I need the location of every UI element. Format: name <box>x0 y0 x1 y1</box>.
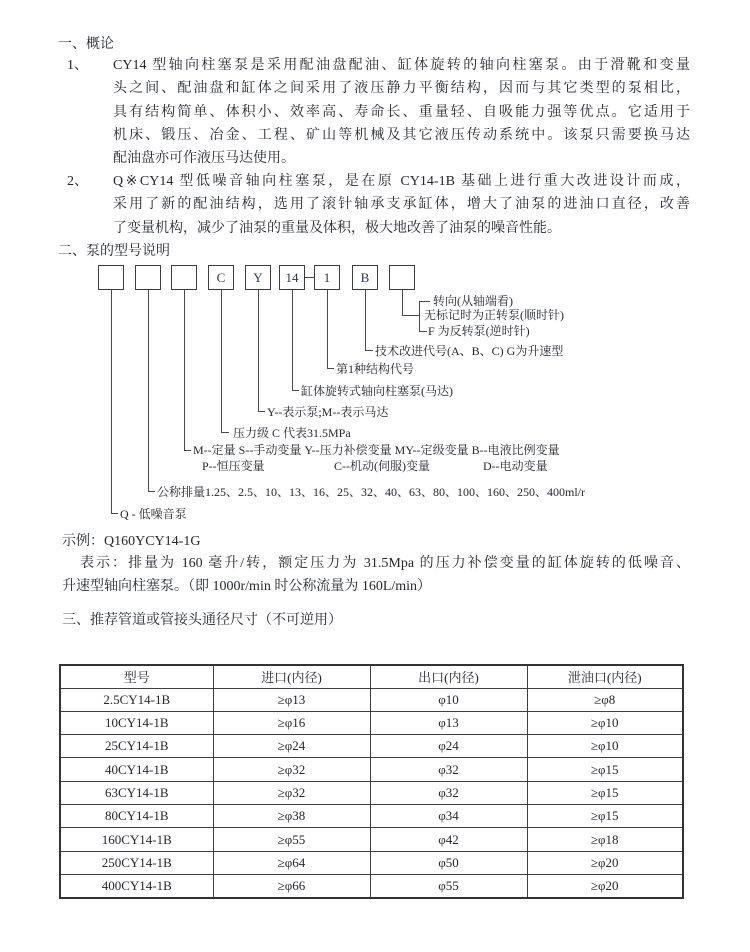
cell-inlet: ≥φ16 <box>213 711 370 734</box>
cell-outlet: φ55 <box>370 875 527 898</box>
table-row <box>60 875 683 898</box>
cell-model: 63CY14-1B <box>60 781 213 804</box>
cell-inlet: ≥φ55 <box>213 828 370 851</box>
paragraph-line: 具有结构简单、体积小、效率高、寿命长、重量轻、自吸能力强等优点。它适用于 <box>113 105 690 120</box>
model-code-box-Y: Y <box>245 265 271 290</box>
diagram-line <box>111 290 112 513</box>
label-displacement: 公称排量1.25、2.5、10、13、16、25、32、40、63、80、100、160、250、400ml/r <box>157 485 585 499</box>
cell-inlet: ≥φ24 <box>213 735 370 758</box>
diagram-line <box>184 290 185 450</box>
label-rotation-cw: 无标记时为正转泵(顺时针) <box>424 308 564 322</box>
cell-inlet: ≥φ32 <box>213 781 370 804</box>
model-code-box-1 <box>98 265 124 290</box>
model-code-box-9 <box>389 265 415 290</box>
diagram-dash <box>305 277 314 278</box>
cell-outlet: φ50 <box>370 851 527 874</box>
label-quiet-pump: Q - 低噪音泵 <box>120 507 187 521</box>
cell-model: 400CY14-1B <box>60 875 213 898</box>
cell-outlet: φ34 <box>370 805 527 828</box>
pipe-size-table <box>59 664 684 899</box>
header-inlet: 进口(内径) <box>213 665 370 688</box>
diagram-line <box>292 290 293 390</box>
cell-drain: ≥φ18 <box>527 828 683 851</box>
cell-drain: ≥φ15 <box>527 781 683 804</box>
table-row <box>60 688 683 711</box>
section3-heading: 三、推荐管道或管接头通径尺寸（不可逆用） <box>62 613 342 628</box>
table-row <box>60 781 683 804</box>
header-outlet: 出口(内径) <box>370 665 527 688</box>
diagram-line <box>365 350 373 351</box>
header-drain: 泄油口(内径) <box>527 665 683 688</box>
cell-outlet: φ13 <box>370 711 527 734</box>
diagram-line <box>184 450 191 451</box>
model-code-box-C: C <box>208 265 234 290</box>
paragraph-line: Q※CY14 型低噪音轴向柱塞泵，是在原 CY14-1B 基础上进行重大改进设计而成， <box>113 174 690 189</box>
example-title: 示例：Q160YCY14-1G <box>62 534 201 549</box>
section2-heading: 二、泵的型号说明 <box>58 244 170 259</box>
table-row <box>60 828 683 851</box>
diagram-line <box>221 290 222 432</box>
table-row <box>60 735 683 758</box>
model-code-box-14: 14 <box>279 265 305 290</box>
diagram-line <box>292 390 299 391</box>
paragraph-line: 配油盘亦可作液压马达使用。 <box>113 151 295 166</box>
model-code-box-B: B <box>352 265 378 290</box>
paragraph-line: 了变量机构，减少了油泵的重量及体积，极大地改善了油泵的噪音性能。 <box>113 221 561 236</box>
label-cylinder-type: 缸体旋转式轴向柱塞泵(马达) <box>301 384 453 398</box>
diagram-line <box>258 411 265 412</box>
cell-outlet: φ24 <box>370 735 527 758</box>
table-row <box>60 758 683 781</box>
cell-outlet: φ10 <box>370 688 527 711</box>
cell-outlet: φ32 <box>370 758 527 781</box>
cell-drain: ≥φ8 <box>527 688 683 711</box>
cell-model: 25CY14-1B <box>60 735 213 758</box>
diagram-bracket <box>419 301 420 331</box>
cell-drain: ≥φ10 <box>527 735 683 758</box>
section1-heading: 一、概论 <box>58 37 114 52</box>
diagram-line <box>402 290 403 315</box>
diagram-line <box>221 432 229 433</box>
diagram-line <box>365 290 366 350</box>
cell-drain: ≥φ15 <box>527 805 683 828</box>
diagram-line <box>148 290 149 491</box>
label-rotation-ccw: F 为反转泵(逆时针) <box>428 324 530 338</box>
paragraph-line: CY14 型轴向柱塞泵是采用配油盘配油、缸体旋转的轴向柱塞泵。由于滑靴和变量 <box>113 58 690 73</box>
label-pump-motor: Y--表示泵;M--表示马达 <box>267 405 389 419</box>
label-improvement-code: 技术改进代号(A、B、C) G为升速型 <box>375 344 564 358</box>
diagram-line <box>402 315 419 316</box>
label-variant-types-line2a: P--恒压变量 <box>202 459 265 473</box>
table-row <box>60 711 683 734</box>
cell-inlet: ≥φ13 <box>213 688 370 711</box>
diagram-line <box>419 301 430 302</box>
example-line1: 表示：排量为 160 毫升/转，额定压力为 31.5Mpa 的压力补偿变量的缸体旋转的低噪音、 <box>80 556 690 571</box>
cell-outlet: φ32 <box>370 781 527 804</box>
cell-inlet: ≥φ38 <box>213 805 370 828</box>
cell-outlet: φ42 <box>370 828 527 851</box>
item1-number: 1、 <box>67 58 88 73</box>
header-model: 型号 <box>60 665 213 688</box>
model-code-box-1b: 1 <box>314 265 340 290</box>
cell-drain: ≥φ15 <box>527 758 683 781</box>
cell-model: 10CY14-1B <box>60 711 213 734</box>
label-pressure-grade: 压力级 C 代表31.5MPa <box>233 426 351 440</box>
diagram-line <box>327 290 328 368</box>
cell-drain: ≥φ10 <box>527 711 683 734</box>
paragraph-line: 机床、锻压、冶金、工程、矿山等机械及其它液压传动系统中。该泵只需要换马达 <box>113 128 690 143</box>
example-line2: 升速型轴向柱塞泵。（即 1000r/min 时公称流量为 160L/min） <box>62 579 432 594</box>
cell-model: 160CY14-1B <box>60 828 213 851</box>
model-code-box-2 <box>135 265 161 290</box>
model-code-box-3 <box>171 265 197 290</box>
cell-model: 250CY14-1B <box>60 851 213 874</box>
cell-model: 2.5CY14-1B <box>60 688 213 711</box>
diagram-line <box>258 290 259 411</box>
cell-model: 80CY14-1B <box>60 805 213 828</box>
label-structure-code: 第1种结构代号 <box>336 362 415 376</box>
diagram-line <box>148 491 155 492</box>
cell-inlet: ≥φ66 <box>213 875 370 898</box>
cell-drain: ≥φ20 <box>527 851 683 874</box>
label-rotation-title: 转向(从轴端看) <box>433 294 513 308</box>
diagram-line <box>111 513 118 514</box>
paragraph-line: 采用了新的配油结构，选用了滚针轴承支承缸体，增大了油泵的进油口直径，改善 <box>113 197 690 212</box>
label-variant-types-line2c: D--电动变量 <box>483 459 548 473</box>
cell-model: 40CY14-1B <box>60 758 213 781</box>
diagram-line <box>419 331 427 332</box>
cell-drain: ≥φ20 <box>527 875 683 898</box>
label-variant-types-line2b: C--机动(伺服)变量 <box>334 459 430 473</box>
diagram-line <box>327 368 334 369</box>
cell-inlet: ≥φ64 <box>213 851 370 874</box>
table-row <box>60 805 683 828</box>
paragraph-line: 头之间、配油盘和缸体之间采用了液压静力平衡结构，因而与其它类型的泵相比， <box>113 81 690 96</box>
cell-inlet: ≥φ32 <box>213 758 370 781</box>
table-row <box>60 851 683 874</box>
table-header-row <box>60 665 683 688</box>
item2-number: 2、 <box>67 174 88 189</box>
label-variant-types-line1: M--定量 S--手动变量 Y--压力补偿变量 MY--定级变量 B--电液比例变量 <box>193 443 560 457</box>
